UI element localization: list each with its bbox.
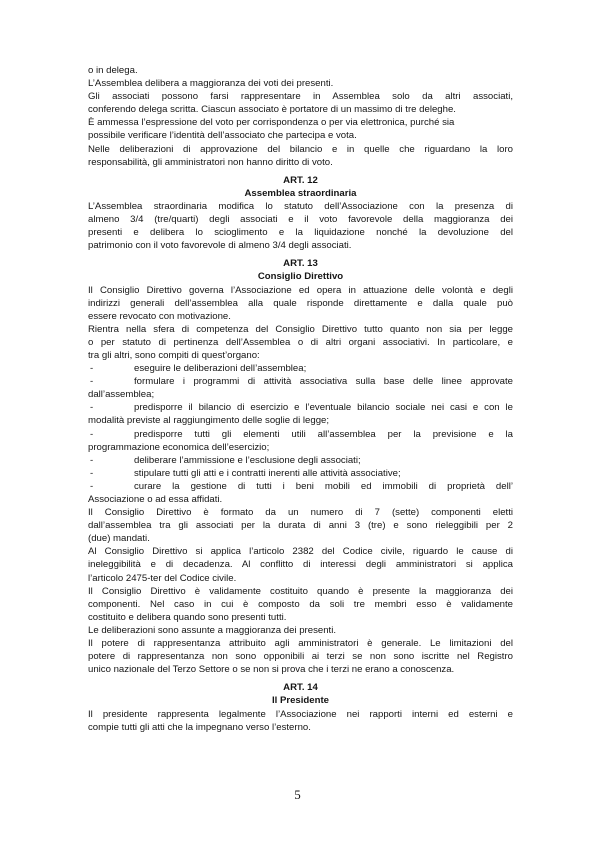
list-item — [88, 362, 513, 375]
article-13-number: ART. 13 — [283, 258, 318, 270]
article-13-intro — [88, 284, 513, 363]
text-line: (due) mandati. — [88, 533, 150, 545]
list-item — [88, 480, 513, 493]
list-item-text: eseguire le deliberazioni dell’assemblea; — [134, 363, 307, 375]
text-line: È ammessa l’espressione del voto per corrispondenza o per via elettronica, purché sia — [88, 117, 455, 129]
text-line: tra gli altri, sono compiti di quest’organo: — [88, 349, 260, 361]
article-13-title: Consiglio Direttivo — [257, 271, 344, 283]
text-line: almeno 3/4 (tre/quarti) degli associati e il voto favorevole della maggioranza dei — [88, 214, 513, 226]
text-line: responsabilità, gli amministratori non hanno diritto di voto. — [88, 156, 333, 168]
text-line: Il potere di rappresentanza attribuito agli amministratori è generale. Le limitazioni del — [88, 638, 513, 650]
text-line: Le deliberazioni sono assunte a maggioranza dei presenti. — [88, 624, 336, 636]
text-line: costituito e delibera quando sono presenti tutti. — [88, 611, 287, 623]
article-14-title: Il Presidente — [271, 695, 330, 707]
text-line: Il presidente rappresenta legalmente l’Associazione nei rapporti interni ed esterni e — [88, 708, 513, 720]
list-item-text: deliberare l’ammissione e l’esclusione degli associati; — [134, 454, 361, 466]
text-line: Il Consiglio Direttivo è validamente costituito quando è presente la maggioranza dei — [88, 585, 513, 597]
list-dash: - — [90, 467, 94, 479]
text-line: L’Assemblea delibera a maggioranza dei voti dei presenti. — [88, 78, 334, 90]
list-item-text: formulare i programmi di attività associativa sulla base delle linee approvate — [134, 376, 513, 388]
list-item-text: predisporre tutti gli elementi utili all’assemblea per la previsione e la — [134, 428, 513, 440]
list-dash: - — [90, 428, 94, 440]
text-line: potere di rappresentanza non sono opponibili ai terzi se non sono iscritte nel Registro — [88, 651, 513, 663]
article-14-body — [88, 708, 513, 734]
list-item-text: curare la gestione di tutti i beni mobili ed immobili di proprietà dell’ — [134, 480, 513, 492]
text-line: compie tutti gli atti che la impegnano verso l’esterno. — [88, 721, 311, 733]
text-line: Al Consiglio Direttivo si applica l’articolo 2382 del Codice civile, riguardo le cause di — [88, 546, 513, 558]
text-line: L’Assemblea straordinaria modifica lo statuto dell’Associazione con la presenza di — [88, 200, 513, 212]
text-line: indirizzi generali dell’assemblea alla quale risponde direttamente e dalla quale può — [88, 297, 513, 309]
text-line: Rientra nella sfera di competenza del Consiglio Direttivo tutto quanto non sia per legge — [88, 323, 513, 335]
article-13-duties-list — [88, 362, 513, 506]
paragraph-assemblea-ordinaria — [88, 64, 513, 169]
list-dash: - — [90, 376, 94, 388]
article-12-number: ART. 12 — [283, 174, 318, 186]
text-line: possibile verificare l’identità dell’associato che partecipa e vota. — [88, 130, 357, 142]
text-line: o per statuto di pertinenza dell’Assemblea o di altri organi associativi. In particolare, e — [88, 336, 513, 348]
article-12-title: Assemblea straordinaria — [244, 187, 357, 199]
text-line: componenti. Nel caso in cui è composto da soli tre membri esso è validamente — [88, 598, 513, 610]
text-line: Il Consiglio Direttivo governa l’Associazione ed opera in attuazione delle volontà e degli — [88, 284, 513, 296]
list-item — [88, 428, 513, 441]
text-line: conferendo delega scritta. Ciascun associato è portatore di un massimo di tre deleghe. — [88, 104, 456, 116]
text-line: dall’assemblea tra gli associati per la durata di anni 3 (tre) e sono rieleggibili per 2 — [88, 520, 513, 532]
list-item — [88, 467, 513, 480]
list-item-text: predisporre il bilancio di esercizio e l’eventuale bilancio sociale nei casi e con le — [134, 402, 513, 414]
text-line: essere revocato con motivazione. — [88, 310, 231, 322]
text-line: unico nazionale del Terzo Settore o se non si prova che i terzi ne erano a conoscenza. — [88, 664, 455, 676]
page-body — [88, 64, 513, 734]
list-dash: - — [90, 454, 94, 466]
text-line: ineleggibilità e di decadenza. Al conflitto di interessi degli amministratori si applica — [88, 559, 513, 571]
list-dash: - — [90, 363, 94, 375]
list-dash: - — [90, 402, 94, 414]
text-line: presenti e delibera lo scioglimento e la liquidazione nonché la devoluzione del — [88, 227, 513, 239]
text-line: patrimonio con il voto favorevole di almeno 3/4 degli associati. — [88, 240, 352, 252]
text-line: Nelle deliberazioni di approvazione del bilancio e in quelle che riguardano la loro — [88, 143, 513, 155]
text-line: o in delega. — [88, 65, 138, 76]
list-item-continuation: programmazione economica dell’esercizio; — [88, 441, 270, 453]
list-item — [88, 454, 513, 467]
text-line: l’articolo 2475-ter del Codice civile. — [88, 572, 237, 584]
list-item-text: stipulare tutti gli atti e i contratti inerenti alle attività associative; — [134, 467, 401, 479]
text-line: Il Consiglio Direttivo è formato da un numero di 7 (sette) componenti eletti — [88, 507, 513, 519]
list-item-continuation: dall’assemblea; — [88, 389, 155, 401]
list-item — [88, 375, 513, 388]
article-12-body — [88, 200, 513, 252]
article-14-number: ART. 14 — [283, 682, 318, 694]
list-item — [88, 401, 513, 414]
page-number: 5 — [294, 787, 301, 802]
list-item-continuation: Associazione o ad essa affidati. — [88, 494, 223, 505]
list-dash: - — [90, 480, 94, 492]
article-13-closing — [88, 506, 513, 676]
text-line: Gli associati possono farsi rappresentare in Assemblea solo da altri associati, — [88, 91, 513, 103]
list-item-continuation: modalità previste al raggiungimento delle soglie di legge; — [88, 415, 330, 427]
